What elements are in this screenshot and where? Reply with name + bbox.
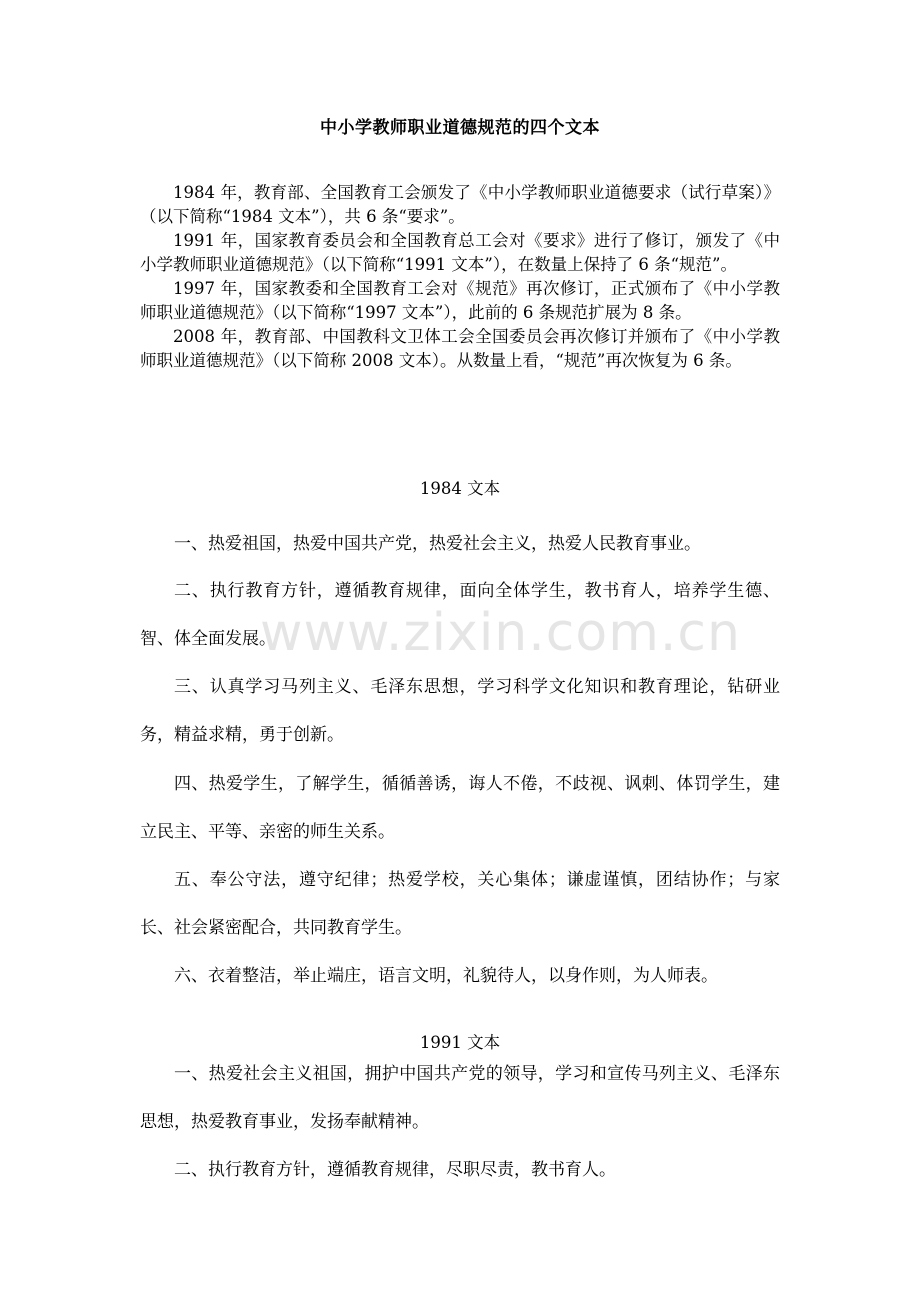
article-1984-4: 四、热爱学生，了解学生，循循善诱，诲人不倦，不歧视、讽刺、体罚学生，建立民主、平等、亲密的师生关系。 (140, 774, 780, 842)
intro-paragraph-1997: 1997 年，国家教委和全国教育工会对《规范》再次修订，正式颁布了《中小学教师职业道德规范》（以下简称“1997 文本”），此前的 6 条规范扩展为 8 条。 (140, 279, 780, 322)
watermark-text: www.zixin.com.cn (260, 603, 741, 663)
article-1984-3: 三、认真学习马列主义、毛泽东思想，学习科学文化知识和教育理论，钻研业务，精益求精，勇于创新。 (140, 677, 780, 745)
article-1984-2: 二、执行教育方针，遵循教育规律，面向全体学生，教书育人，培养学生德、智、体全面发展。 (140, 581, 780, 649)
document-title: 中小学教师职业道德规范的四个文本 (320, 118, 600, 138)
article-1984-6: 六、衣着整洁，举止端庄，语言文明，礼貌待人，以身作则，为人师表。 (174, 966, 718, 986)
article-1984-1: 一、热爱祖国，热爱中国共产党，热爱社会主义，热爱人民教育事业。 (174, 534, 701, 554)
article-1991-2: 二、执行教育方针，遵循教育规律，尽职尽责，教书育人。 (174, 1160, 616, 1180)
intro-paragraphs (140, 181, 780, 373)
article-1984-5: 五、奉公守法，遵守纪律；热爱学校，关心集体；谦虚谨慎，团结协作；与家长、社会紧密配合，共同教育学生。 (140, 870, 780, 938)
intro-paragraph-2008: 2008 年，教育部、中国教科文卫体工会全国委员会再次修订并颁布了《中小学教师职业道德规范》（以下简称 2008 文本）。从数量上看，“规范”再次恢复为 6 条。 (140, 327, 780, 370)
intro-paragraph-1991: 1991 年，国家教育委员会和全国教育总工会对《要求》进行了修订，颁发了《中小学教师职业道德规范》（以下简称“1991 文本”），在数量上保持了 6 条“规范”。 (140, 231, 780, 274)
intro-paragraph-1984: 1984 年，教育部、全国教育工会颁发了《中小学教师职业道德要求（试行草案）》（以下简称“1984 文本”），共 6 条“要求”。 (140, 183, 780, 226)
section-heading-1991: 1991 文本 (419, 1033, 501, 1052)
section-heading-1984: 1984 文本 (419, 479, 501, 498)
article-1991-1: 一、热爱社会主义祖国，拥护中国共产党的领导，学习和宣传马列主义、毛泽东思想，热爱教育事业，发扬奉献精神。 (140, 1064, 780, 1132)
